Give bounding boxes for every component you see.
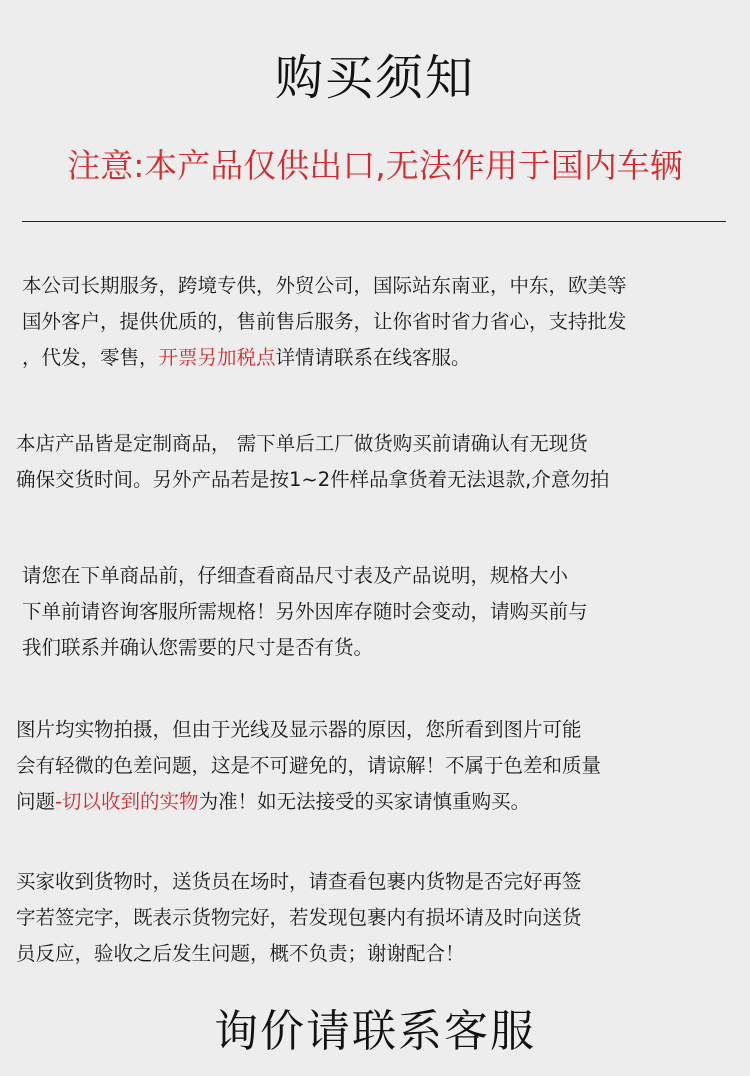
page-title: 购买须知 [274,50,475,106]
paragraph-line: 字若签完字，既表示货物完好，若发现包裹内有损坏请及时向送货 [16,906,582,929]
paragraph-line [22,340,627,376]
delivery-inspection-paragraph [16,864,582,972]
custom-product-paragraph [16,426,609,498]
service-paragraph [22,268,627,376]
paragraph-line: 国外客户，提供优质的，售前售后服务，让你省时省力省心，支持批发 [22,310,627,333]
invoice-tax-highlight: 开票另加税点 [158,346,276,369]
paragraph-line: 员反应，验收之后发生问题，概不负责；谢谢配合！ [16,942,465,965]
line-text: 问题 [16,790,56,813]
paragraph-line [16,784,601,820]
export-only-notice: 注意:本产品仅供出口,无法作用于国内车辆 [67,146,683,185]
paragraph-line: 本公司长期服务，跨境专供，外贸公司，国际站东南亚，中东，欧美等 [22,274,627,297]
paragraph-line: 会有轻微的色差问题，这是不可避免的，请谅解！不属于色差和质量 [16,754,602,777]
paragraph-line: 确保交货时间。另外产品若是按1~2件样品拿货着无法退款,介意勿拍 [16,468,610,491]
size-check-paragraph [22,558,588,666]
paragraph-line: 图片均实物拍摄，但由于光线及显示器的原因，您所看到图片可能 [16,718,582,741]
line-text: 详情请联系在线客服。 [275,346,471,369]
contact-service-footer: 询价请联系客服 [214,1006,536,1057]
divider-line [22,221,726,222]
actual-item-highlight: -切以收到的实物 [55,790,199,813]
paragraph-line: 下单前请咨询客服所需规格！另外因库存随时会变动，请购买前与 [22,600,588,623]
line-text: 为准！如无法接受的买家请慎重购买。 [198,790,531,813]
paragraph-line: 我们联系并确认您需要的尺寸是否有货。 [22,636,374,659]
color-difference-paragraph [16,712,601,820]
paragraph-line: 请您在下单商品前，仔细查看商品尺寸表及产品说明，规格大小 [22,564,569,587]
line-text: ，代发，零售， [22,346,159,369]
paragraph-line: 本店产品皆是定制商品， 需下单后工厂做货购买前请确认有无现货 [16,432,588,455]
paragraph-line: 买家收到货物时，送货员在场时，请查看包裹内货物是否完好再签 [16,870,582,893]
